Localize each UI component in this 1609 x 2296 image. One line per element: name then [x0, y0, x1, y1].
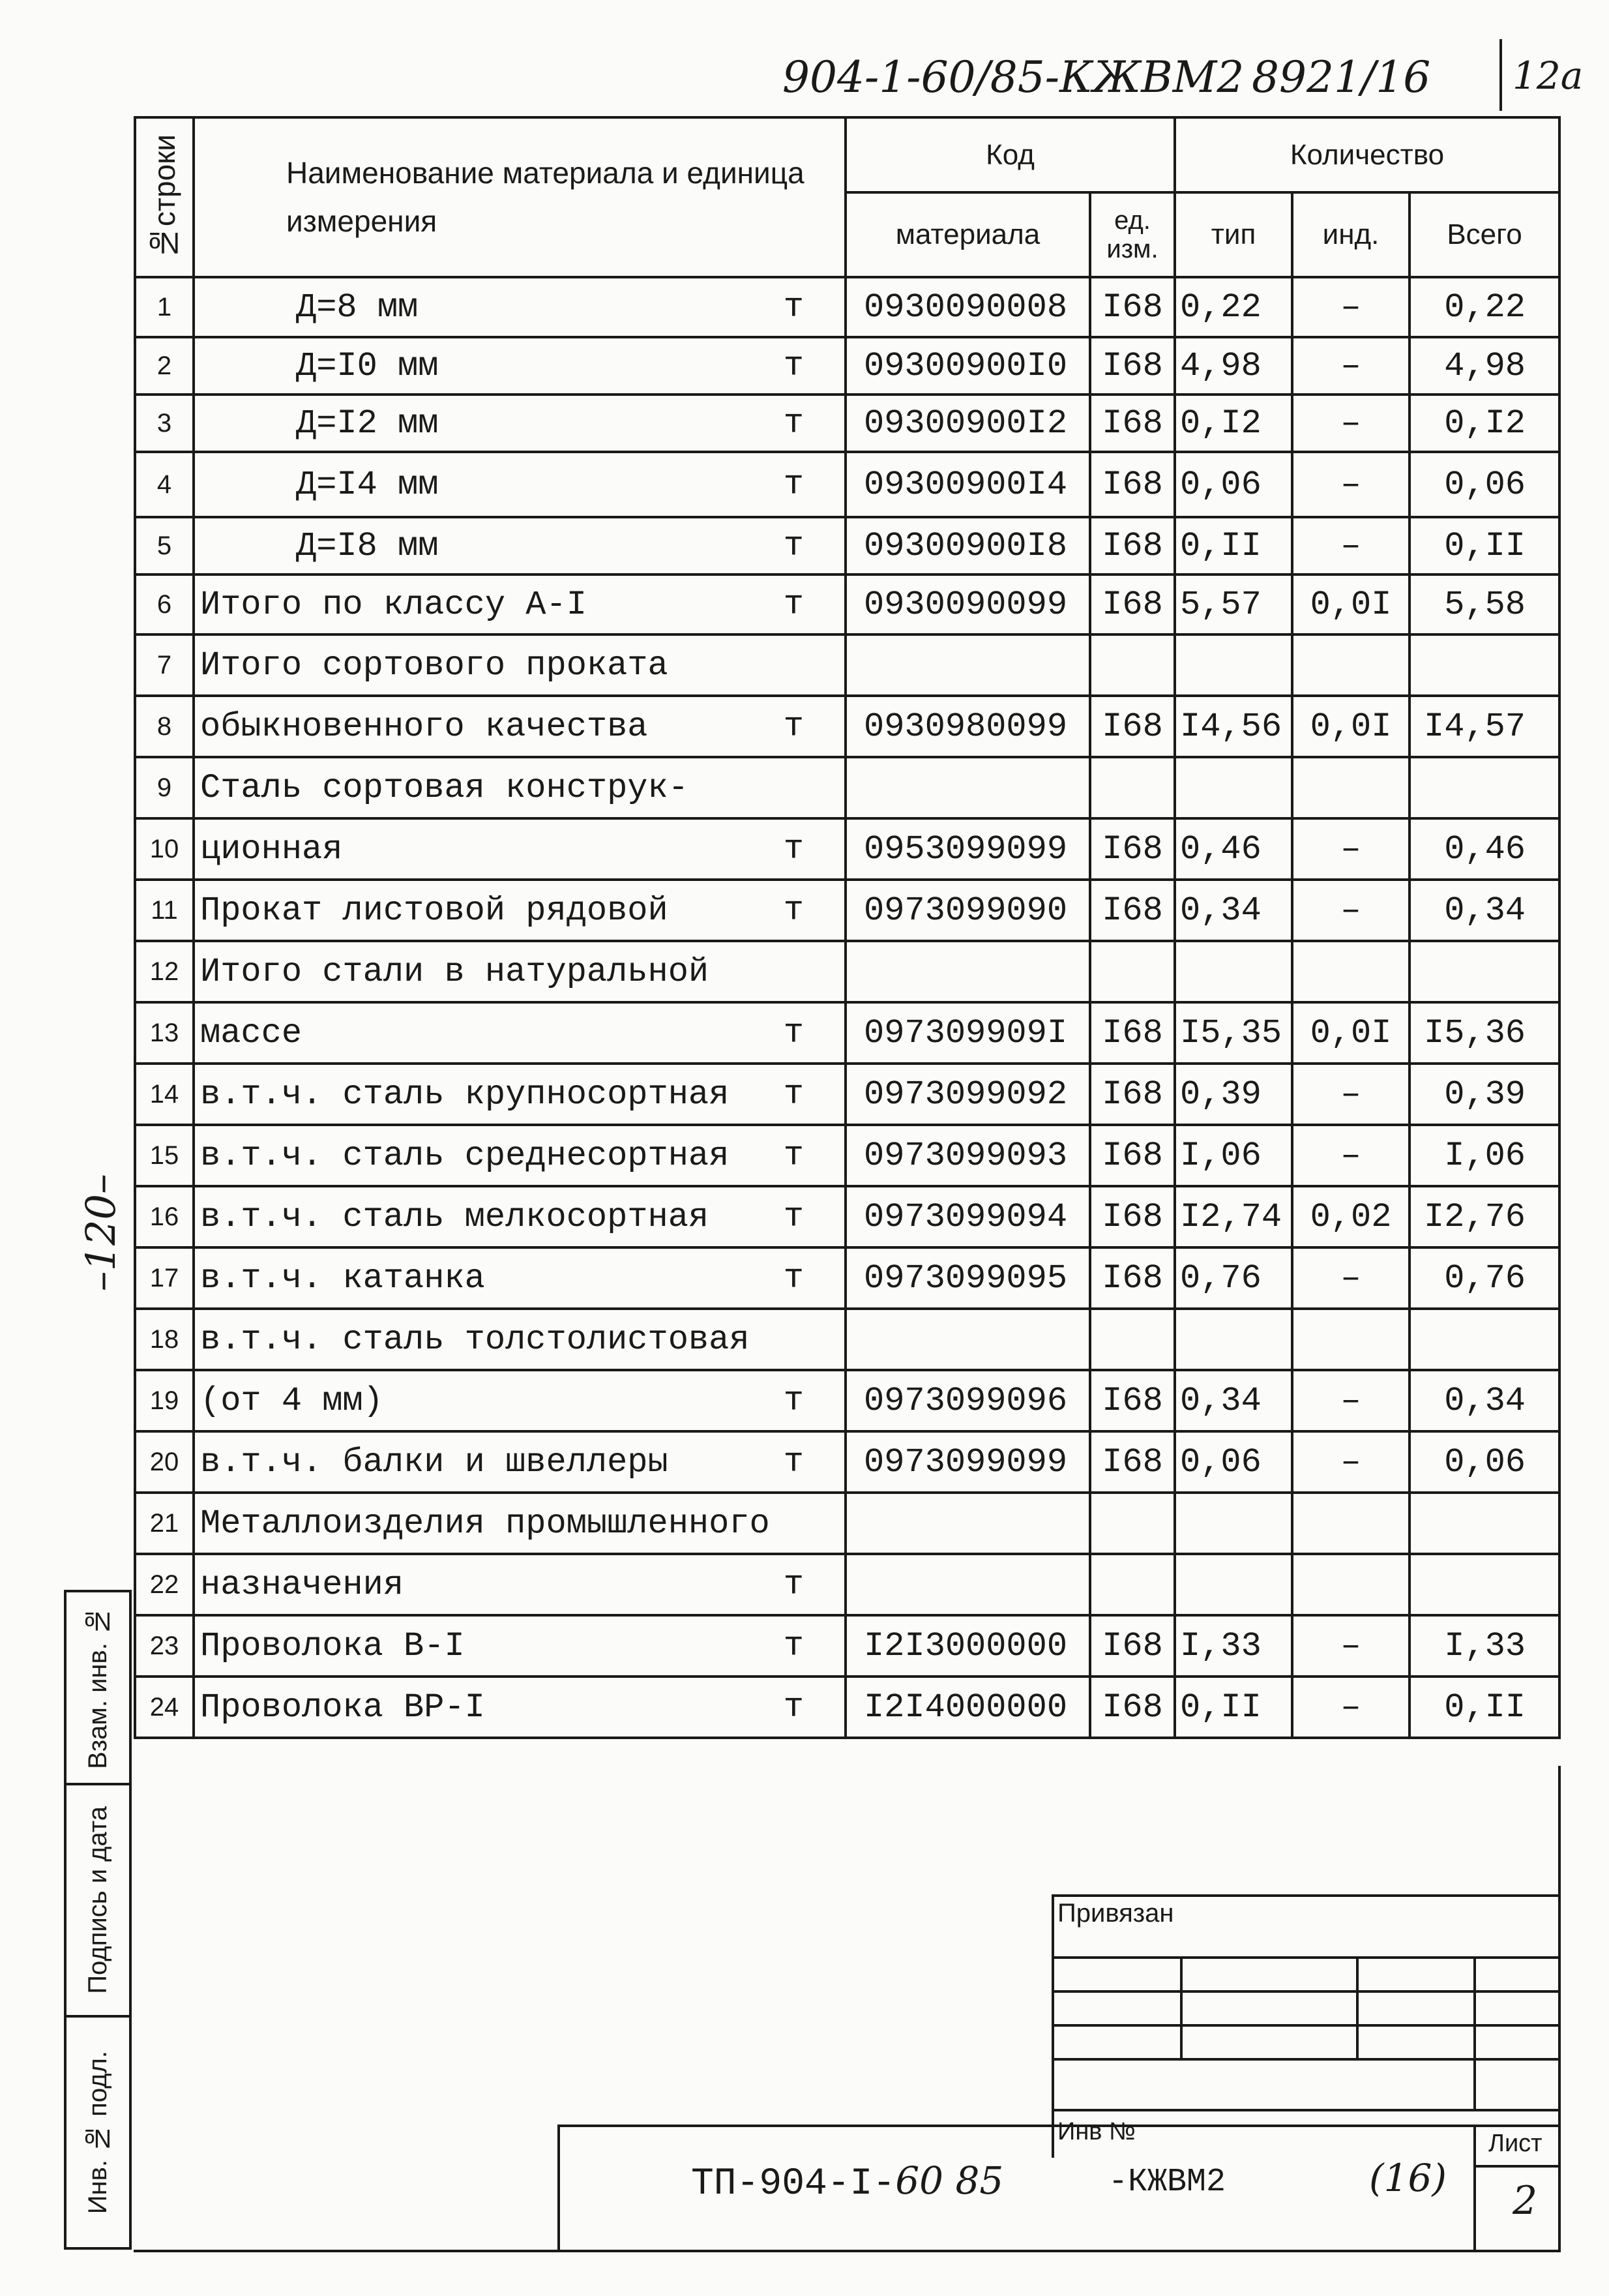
qty-ind: – — [1292, 1677, 1410, 1738]
material-code: 09300900I8 — [846, 517, 1090, 574]
header-quantity-group: Количество — [1175, 117, 1559, 192]
material-code — [846, 1309, 1090, 1370]
table-row — [135, 757, 1559, 818]
attach-line-2 — [1052, 1990, 1558, 1993]
attached-label: Привязан — [1057, 1899, 1174, 1928]
material-code: 0973099095 — [846, 1247, 1090, 1309]
drawing-part-number: (16) — [1369, 2156, 1447, 2200]
qty-ind: – — [1292, 880, 1410, 941]
unit-code: I68 — [1090, 1370, 1175, 1431]
material-name-text: ционная — [200, 829, 343, 869]
material-name-text: Д=I8 мм — [296, 526, 439, 565]
row-number: 21 — [135, 1493, 194, 1554]
unit-code: I68 — [1090, 1186, 1175, 1247]
table-row — [135, 1615, 1559, 1677]
qty-type: I,33 — [1175, 1615, 1292, 1677]
table-row — [135, 395, 1559, 452]
material-name — [194, 517, 846, 574]
material-name — [194, 1002, 846, 1064]
material-code: 0973099099 — [846, 1431, 1090, 1493]
material-unit: т — [783, 707, 804, 746]
qty-ind: – — [1292, 1370, 1410, 1431]
header-code-group: Код — [846, 117, 1175, 192]
materials-table — [134, 116, 1561, 1739]
qty-ind: – — [1292, 1431, 1410, 1493]
header-divider — [1499, 39, 1502, 111]
drawing-code-suffix: -КЖВМ2 — [1108, 2164, 1226, 2201]
qty-total: 4,98 — [1410, 337, 1559, 395]
material-code — [846, 634, 1090, 696]
qty-ind: – — [1292, 1615, 1410, 1677]
table-row — [135, 337, 1559, 395]
unit-code: I68 — [1090, 337, 1175, 395]
qty-ind: 0,0I — [1292, 696, 1410, 757]
qty-total: I2,76 — [1410, 1186, 1559, 1247]
material-name — [194, 1370, 846, 1431]
material-unit: т — [783, 1259, 804, 1298]
table-row — [135, 941, 1559, 1002]
qty-total: I,33 — [1410, 1615, 1559, 1677]
row-number: 10 — [135, 818, 194, 880]
material-code — [846, 757, 1090, 818]
qty-ind — [1292, 1554, 1410, 1615]
unit-code — [1090, 941, 1175, 1002]
qty-total — [1410, 941, 1559, 1002]
material-unit: т — [783, 1381, 804, 1420]
row-number: 16 — [135, 1186, 194, 1247]
material-code: 0973099090 — [846, 880, 1090, 941]
header-name: Наименование материала и единица измерения — [194, 117, 846, 277]
side-stamp — [64, 1590, 136, 2250]
qty-total: 0,06 — [1410, 452, 1559, 517]
material-name-text: Прокат листовой рядовой — [200, 891, 668, 930]
qty-type: 5,57 — [1175, 574, 1292, 634]
unit-code: I68 — [1090, 1247, 1175, 1309]
material-name — [194, 818, 846, 880]
qty-type: 0,06 — [1175, 1431, 1292, 1493]
material-code: 0973099094 — [846, 1186, 1090, 1247]
row-number: 8 — [135, 696, 194, 757]
row-number: 7 — [135, 634, 194, 696]
material-unit: т — [783, 585, 804, 624]
row-number: 4 — [135, 452, 194, 517]
table-row — [135, 1677, 1559, 1738]
qty-type — [1175, 941, 1292, 1002]
qty-ind: – — [1292, 277, 1410, 337]
sheet-label: Лист — [1488, 2130, 1543, 2157]
table-row — [135, 452, 1559, 517]
qty-ind: – — [1292, 1064, 1410, 1125]
header-qty-total: Всего — [1410, 192, 1559, 277]
material-name — [194, 1677, 846, 1738]
unit-code: I68 — [1090, 1064, 1175, 1125]
material-name-text: Итого по классу А-I — [200, 585, 587, 624]
table-row — [135, 574, 1559, 634]
material-name — [194, 1125, 846, 1186]
table-row — [135, 517, 1559, 574]
row-number: 6 — [135, 574, 194, 634]
row-number: 15 — [135, 1125, 194, 1186]
material-unit: т — [783, 1136, 804, 1175]
material-name-text: в.т.ч. катанка — [200, 1259, 485, 1298]
material-unit: т — [783, 1626, 804, 1665]
material-unit: т — [783, 1013, 804, 1052]
table-row — [135, 634, 1559, 696]
qty-ind: – — [1292, 818, 1410, 880]
inventory-number-label: Инв № — [1057, 2118, 1136, 2145]
page-corner-number: 12а — [1513, 53, 1584, 98]
material-name — [194, 1247, 846, 1309]
unit-code: I68 — [1090, 277, 1175, 337]
qty-total: I4,57 — [1410, 696, 1559, 757]
row-number: 3 — [135, 395, 194, 452]
material-name — [194, 880, 846, 941]
table-row — [135, 1493, 1559, 1554]
row-number: 19 — [135, 1370, 194, 1431]
qty-ind: – — [1292, 517, 1410, 574]
row-number: 1 — [135, 277, 194, 337]
table-row — [135, 696, 1559, 757]
table-row — [135, 1247, 1559, 1309]
margin-page-number: –120– — [77, 1174, 125, 1292]
qty-type: I,06 — [1175, 1125, 1292, 1186]
material-name — [194, 1431, 846, 1493]
qty-total: 0,22 — [1410, 277, 1559, 337]
qty-total — [1410, 1493, 1559, 1554]
row-number: 13 — [135, 1002, 194, 1064]
material-name-text: в.т.ч. сталь среднесортная — [200, 1136, 730, 1175]
material-unit: т — [783, 346, 804, 385]
material-name-text: в.т.ч. сталь толстолистовая — [200, 1320, 750, 1359]
qty-total: 0,06 — [1410, 1431, 1559, 1493]
material-unit: т — [783, 1197, 804, 1236]
qty-type — [1175, 634, 1292, 696]
qty-ind: – — [1292, 395, 1410, 452]
qty-type: I4,56 — [1175, 696, 1292, 757]
table-row — [135, 1064, 1559, 1125]
unit-code: I68 — [1090, 696, 1175, 757]
qty-ind — [1292, 757, 1410, 818]
row-number: 17 — [135, 1247, 194, 1309]
material-name — [194, 634, 846, 696]
qty-total: 0,76 — [1410, 1247, 1559, 1309]
material-name-text: Д=8 мм — [296, 288, 419, 327]
material-code: 0973099096 — [846, 1370, 1090, 1431]
row-number: 9 — [135, 757, 194, 818]
material-code — [846, 1493, 1090, 1554]
unit-code: I68 — [1090, 574, 1175, 634]
material-code: 0973099093 — [846, 1125, 1090, 1186]
drawing-code: ТП-904-I-60 85 — [691, 2158, 1004, 2205]
unit-code — [1090, 634, 1175, 696]
unit-code — [1090, 757, 1175, 818]
material-code: 0930090099 — [846, 574, 1090, 634]
material-unit: т — [783, 829, 804, 869]
qty-total: I5,36 — [1410, 1002, 1559, 1064]
row-number: 11 — [135, 880, 194, 941]
qty-ind: – — [1292, 1125, 1410, 1186]
material-name — [194, 1554, 846, 1615]
material-name-text: в.т.ч. сталь крупносортная — [200, 1075, 730, 1114]
stamp-signature-date: Подпись и дата — [64, 1783, 132, 2018]
table-row — [135, 277, 1559, 337]
material-code — [846, 941, 1090, 1002]
attach-line-4 — [1052, 2058, 1558, 2061]
attach-vline-1 — [1180, 1956, 1183, 2058]
qty-type: 0,39 — [1175, 1064, 1292, 1125]
material-name — [194, 1309, 846, 1370]
material-name-text: Металлоизделия промышленного — [200, 1504, 770, 1543]
qty-type — [1175, 1554, 1292, 1615]
qty-type: 0,76 — [1175, 1247, 1292, 1309]
qty-total — [1410, 634, 1559, 696]
qty-total — [1410, 1554, 1559, 1615]
material-name — [194, 1186, 846, 1247]
material-name-text: обыкновенного качества — [200, 707, 648, 746]
qty-type — [1175, 1493, 1292, 1554]
qty-total — [1410, 1309, 1559, 1370]
material-unit: т — [783, 404, 804, 443]
qty-total: 0,46 — [1410, 818, 1559, 880]
material-name-text: в.т.ч. сталь мелкосортная — [200, 1197, 709, 1236]
header-row-number: №строки — [135, 117, 194, 277]
material-name-text: Проволока В-I — [200, 1626, 465, 1665]
stamp-swap-inv: Взам. инв. № — [64, 1590, 132, 1785]
table-row — [135, 1309, 1559, 1370]
qty-ind — [1292, 634, 1410, 696]
row-number: 20 — [135, 1431, 194, 1493]
material-code: 09300900I2 — [846, 395, 1090, 452]
material-name — [194, 1493, 846, 1554]
header-qty-ind: инд. — [1292, 192, 1410, 277]
material-name-text: Сталь сортовая конструк- — [200, 768, 688, 807]
material-code: 0973099092 — [846, 1064, 1090, 1125]
qty-total: 0,34 — [1410, 880, 1559, 941]
attach-line-1 — [1052, 1956, 1558, 1959]
qty-type: 0,46 — [1175, 818, 1292, 880]
qty-total: 0,39 — [1410, 1064, 1559, 1125]
qty-ind — [1292, 941, 1410, 1002]
material-unit: т — [783, 1075, 804, 1114]
attach-vline-3 — [1473, 1956, 1476, 2109]
material-name-text: Д=I0 мм — [296, 346, 439, 385]
material-name — [194, 1064, 846, 1125]
qty-type: I5,35 — [1175, 1002, 1292, 1064]
material-name — [194, 941, 846, 1002]
unit-code: I68 — [1090, 1431, 1175, 1493]
material-name-text: в.т.ч. балки и швеллеры — [200, 1442, 668, 1482]
material-name — [194, 696, 846, 757]
qty-ind: 0,0I — [1292, 1002, 1410, 1064]
row-number: 5 — [135, 517, 194, 574]
material-unit: т — [783, 1442, 804, 1482]
header-code-material: материала — [846, 192, 1090, 277]
qty-type: 0,I2 — [1175, 395, 1292, 452]
material-code: I2I3000000 — [846, 1615, 1090, 1677]
qty-ind: – — [1292, 1247, 1410, 1309]
material-code: 0953099099 — [846, 818, 1090, 880]
material-unit: т — [783, 465, 804, 504]
table-row — [135, 1370, 1559, 1431]
qty-total: I,06 — [1410, 1125, 1559, 1186]
document-number: 8921/16 — [1252, 52, 1431, 102]
qty-total: 0,I2 — [1410, 395, 1559, 452]
qty-type: 0,06 — [1175, 452, 1292, 517]
material-code: 09300900I0 — [846, 337, 1090, 395]
row-number: 24 — [135, 1677, 194, 1738]
qty-type: I2,74 — [1175, 1186, 1292, 1247]
row-number: 12 — [135, 941, 194, 1002]
material-unit: т — [783, 1565, 804, 1604]
qty-type: 0,34 — [1175, 880, 1292, 941]
row-number: 14 — [135, 1064, 194, 1125]
qty-ind — [1292, 1493, 1410, 1554]
unit-code: I68 — [1090, 1677, 1175, 1738]
qty-total: 5,58 — [1410, 574, 1559, 634]
table-row — [135, 1554, 1559, 1615]
qty-ind: 0,0I — [1292, 574, 1410, 634]
row-number: 18 — [135, 1309, 194, 1370]
material-name-text: Итого сортового проката — [200, 646, 668, 685]
unit-code: I68 — [1090, 1125, 1175, 1186]
unit-code: I68 — [1090, 452, 1175, 517]
table-row — [135, 818, 1559, 880]
table-row — [135, 1002, 1559, 1064]
material-name — [194, 574, 846, 634]
unit-code — [1090, 1554, 1175, 1615]
material-name — [194, 452, 846, 517]
unit-code — [1090, 1309, 1175, 1370]
qty-total: 0,34 — [1410, 1370, 1559, 1431]
material-name-text: Проволока ВР-I — [200, 1688, 485, 1727]
header-qty-type: тип — [1175, 192, 1292, 277]
table-row — [135, 1125, 1559, 1186]
qty-type — [1175, 1309, 1292, 1370]
material-code — [846, 1554, 1090, 1615]
material-code: 097309909I — [846, 1002, 1090, 1064]
material-name — [194, 337, 846, 395]
unit-code — [1090, 1493, 1175, 1554]
sheet-number: 2 — [1513, 2178, 1538, 2224]
qty-total: 0,II — [1410, 1677, 1559, 1738]
qty-ind: – — [1292, 452, 1410, 517]
material-code: I2I4000000 — [846, 1677, 1090, 1738]
material-code: 0930090008 — [846, 277, 1090, 337]
qty-type: 0,22 — [1175, 277, 1292, 337]
qty-type: 4,98 — [1175, 337, 1292, 395]
material-unit: т — [783, 526, 804, 565]
material-name-text: Д=I2 мм — [296, 404, 439, 443]
unit-code: I68 — [1090, 1615, 1175, 1677]
unit-code: I68 — [1090, 517, 1175, 574]
qty-ind: 0,02 — [1292, 1186, 1410, 1247]
material-unit: т — [783, 288, 804, 327]
qty-type: 0,II — [1175, 1677, 1292, 1738]
unit-code: I68 — [1090, 880, 1175, 941]
sheet-label-line — [1473, 2165, 1558, 2168]
material-unit: т — [783, 891, 804, 930]
sheet-divider — [1473, 2125, 1476, 2250]
material-name — [194, 1615, 846, 1677]
document-code: 904-1-60/85-КЖВМ2 — [782, 52, 1245, 102]
table-body — [135, 277, 1559, 1738]
qty-type: 0,34 — [1175, 1370, 1292, 1431]
material-name — [194, 757, 846, 818]
material-name-text: Д=I4 мм — [296, 465, 439, 504]
qty-total: 0,II — [1410, 517, 1559, 574]
material-code: 0930980099 — [846, 696, 1090, 757]
material-name-text: (от 4 мм) — [200, 1381, 383, 1420]
material-name-text: назначения — [200, 1565, 404, 1604]
material-code: 09300900I4 — [846, 452, 1090, 517]
material-name-text: Итого стали в натуральной — [200, 952, 709, 991]
material-unit: т — [783, 1688, 804, 1727]
unit-code: I68 — [1090, 1002, 1175, 1064]
row-number: 2 — [135, 337, 194, 395]
header-code-unit: ед. изм. — [1090, 192, 1175, 277]
row-number: 22 — [135, 1554, 194, 1615]
unit-code: I68 — [1090, 818, 1175, 880]
table-row — [135, 1431, 1559, 1493]
attach-line-3 — [1052, 2024, 1558, 2027]
row-number: 23 — [135, 1615, 194, 1677]
table-row — [135, 1186, 1559, 1247]
material-name-text: массе — [200, 1013, 303, 1052]
stamp-inv-original: Инв. № подл. — [64, 2015, 132, 2250]
qty-type: 0,II — [1175, 517, 1292, 574]
attach-vline-2 — [1356, 1956, 1359, 2058]
qty-ind — [1292, 1309, 1410, 1370]
qty-total — [1410, 757, 1559, 818]
table-row — [135, 880, 1559, 941]
attach-line-5 — [1052, 2109, 1558, 2111]
unit-code: I68 — [1090, 395, 1175, 452]
material-name — [194, 395, 846, 452]
material-name — [194, 277, 846, 337]
qty-ind: – — [1292, 337, 1410, 395]
qty-type — [1175, 757, 1292, 818]
